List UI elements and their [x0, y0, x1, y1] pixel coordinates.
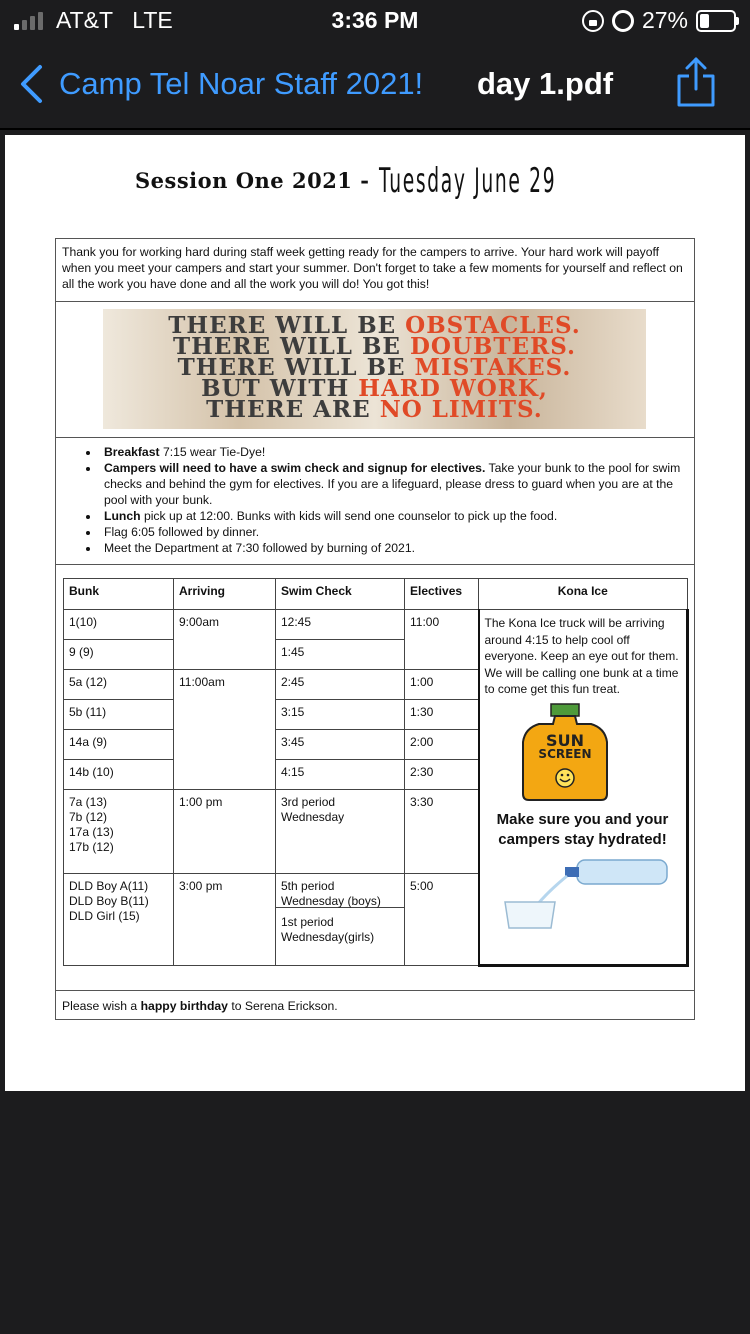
bunk-cell: 14a (9)	[64, 730, 174, 760]
swim-line: 5th period	[281, 879, 335, 893]
sunscreen-label: SUN	[545, 730, 584, 750]
swim-subcell	[276, 874, 404, 908]
water-bottle-icon	[485, 854, 681, 934]
bunk-name: DLD Boy B(11)	[69, 894, 149, 908]
electives-cell: 1:30	[405, 700, 479, 730]
bunk-cell: 9 (9)	[64, 640, 174, 670]
col-bunk: Bunk	[64, 579, 174, 610]
bunk-name: 17b (12)	[69, 840, 114, 854]
bunk-cell	[64, 790, 174, 874]
poster-box	[55, 301, 695, 438]
chevron-left-icon[interactable]	[18, 64, 44, 104]
sunscreen-bottle-icon	[485, 702, 681, 802]
status-bar	[0, 0, 750, 40]
birthday-note	[55, 990, 695, 1020]
kona-ice-cell	[479, 610, 688, 966]
carrier-name: AT&T	[56, 7, 114, 33]
swim-cell: 4:15	[276, 760, 405, 790]
list-item: • Flag 6:05 followed by dinner.	[100, 524, 694, 540]
swim-cell: 12:45	[276, 610, 405, 640]
schedule-bullets	[55, 437, 695, 565]
table-row	[64, 610, 688, 640]
swim-cell: 1:45	[276, 640, 405, 670]
swim-line: 3rd period	[281, 795, 336, 809]
swim-line: 1st period	[281, 915, 334, 929]
list-item: • Meet the Department at 7:30 followed by burning of 2021.	[100, 540, 694, 556]
poster-highlight: OBSTACLES.	[405, 312, 581, 339]
network-type: LTE	[132, 7, 173, 33]
poster-text: BUT WITH	[201, 375, 359, 402]
list-item	[100, 460, 694, 508]
bunk-name: DLD Girl (15)	[69, 909, 140, 923]
footer-text: to Serena Erickson.	[227, 999, 338, 1013]
bunk-name: 7b (12)	[69, 810, 108, 824]
alarm-icon	[612, 10, 634, 32]
col-kona-ice: Kona Ice	[479, 579, 688, 610]
orientation-lock-icon	[582, 10, 604, 32]
electives-cell: 2:30	[405, 760, 479, 790]
table-header-row	[64, 579, 688, 610]
battery-percent: 27%	[641, 7, 688, 33]
document-title: day 1.pdf	[477, 66, 614, 101]
swim-line: Wednesday (boys)	[281, 894, 381, 908]
col-arriving: Arriving	[174, 579, 276, 610]
share-icon[interactable]	[674, 56, 718, 108]
col-electives: Electives	[405, 579, 479, 610]
swim-line: Wednesday(girls)	[281, 930, 375, 944]
back-button[interactable]: Camp Tel Noar Staff 2021!	[59, 66, 424, 101]
battery-icon	[696, 10, 736, 32]
poster-text: THERE WILL BE	[177, 354, 415, 381]
hydrate-note: Make sure you and your campers stay hydrated!	[496, 810, 669, 848]
bullet-text: Take your bunk to the pool for swim checks and behind the gym for electives. If you are a lifeguard, please dress to guard when you are at the pool with your bunk.	[104, 461, 681, 507]
col-swim-check: Swim Check	[276, 579, 405, 610]
poster-text: THERE WILL BE	[173, 333, 410, 360]
poster-text: THERE WILL BE	[168, 312, 406, 339]
list-item	[100, 444, 694, 460]
session-title: Session One 2021 -	[135, 168, 370, 193]
doc-heading	[135, 157, 702, 201]
electives-cell: 11:00	[405, 610, 479, 670]
poster-highlight: NO LIMITS.	[379, 396, 543, 423]
poster-text: THERE ARE	[206, 396, 380, 423]
bullet-bold: Lunch	[104, 509, 141, 523]
arriving-cell: 9:00am	[174, 610, 276, 670]
swim-subcell	[276, 908, 404, 952]
pdf-page[interactable]	[5, 135, 745, 1091]
swim-cell	[276, 790, 405, 874]
bullet-text: 7:15 wear Tie-Dye!	[159, 445, 266, 459]
intro-text: Thank you for working hard during staff week getting ready for the campers to arrive. Your hard work will payoff when you meet your campers and start your summer. Don't forget to take a few moments for yourself and reflect on all the work you have done and all the work you will do! You got this!	[55, 238, 695, 302]
bunk-name: DLD Boy A(11)	[69, 879, 149, 893]
list-item	[100, 508, 694, 524]
bunk-cell: 14b (10)	[64, 760, 174, 790]
arriving-cell: 11:00am	[174, 670, 276, 790]
poster-highlight: DOUBTERS.	[409, 333, 576, 360]
footer-text: Please wish a	[62, 999, 141, 1013]
bunk-cell: 1(10)	[64, 610, 174, 640]
swim-cell	[276, 874, 405, 966]
bullet-text: pick up at 12:00. Bunks with kids will send one counselor to pick up the food.	[140, 509, 558, 523]
session-date: Tuesday June 29	[379, 161, 557, 201]
swim-cell: 2:45	[276, 670, 405, 700]
bunk-cell: 5a (12)	[64, 670, 174, 700]
swim-cell: 3:15	[276, 700, 405, 730]
electives-cell: 1:00	[405, 670, 479, 700]
sunscreen-label: SCREEN	[537, 746, 592, 761]
arriving-cell: 3:00 pm	[174, 874, 276, 966]
viewer-background	[0, 1092, 750, 1334]
bullet-bold: Breakfast	[104, 445, 160, 459]
bunk-cell	[64, 874, 174, 966]
kona-text: The Kona Ice truck will be arriving around 4:15 to help cool off everyone. Keep an eye out for them. We will be calling one bunk at a time to come get this fun treat.	[484, 616, 679, 696]
bunk-name: 7a (13)	[69, 795, 108, 809]
swim-line: Wednesday	[281, 810, 345, 824]
motivation-poster	[103, 309, 646, 429]
electives-cell: 3:30	[405, 790, 479, 874]
status-right	[582, 7, 736, 34]
status-time: 3:36 PM	[331, 7, 419, 33]
bunk-name: 17a (13)	[69, 825, 114, 839]
arriving-cell: 1:00 pm	[174, 790, 276, 874]
electives-cell: 5:00	[405, 874, 479, 966]
footer-bold: happy birthday	[140, 999, 228, 1013]
electives-cell: 2:00	[405, 730, 479, 760]
poster-highlight: MISTAKES.	[414, 354, 572, 381]
schedule-table	[63, 578, 689, 967]
poster-highlight: HARD WORK,	[358, 375, 548, 402]
navigation-bar	[0, 44, 750, 124]
schedule-table-box	[55, 564, 695, 991]
bunk-cell: 5b (11)	[64, 700, 174, 730]
bullet-bold: Campers will need to have a swim check and signup for electives.	[104, 461, 486, 475]
nav-divider	[0, 128, 750, 130]
swim-cell: 3:45	[276, 730, 405, 760]
